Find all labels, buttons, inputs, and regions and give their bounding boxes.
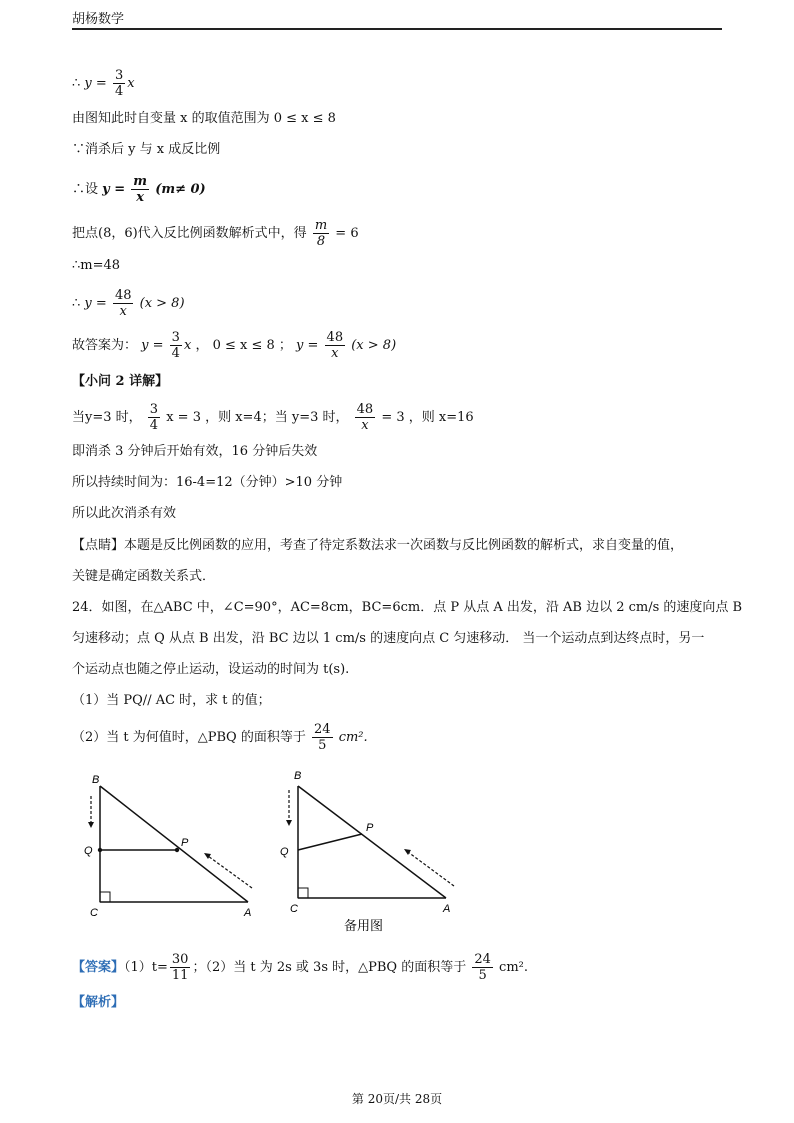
question-24-line-3: 个运动点也随之停止运动，设运动的时间为 t(s). bbox=[72, 662, 350, 677]
triangle-figure-main bbox=[80, 770, 270, 920]
solution-line-4: ∴设 y = $\frac{m}{x}$ (m≠ 0) bbox=[72, 174, 206, 205]
solution-line-10: 当y=3 时， $\frac{3}{4}$ x = 3 ，则 x=4；当 y=3 时， $\frac{48}{x}$ = 3 ，则 x=16 bbox=[72, 402, 474, 433]
solution-line-8: 故答案为： y = $\frac{3}{4}$ x ， 0 ≤ x ≤ 8 ； y = $\frac{48}{x}$ (x > 8) bbox=[72, 330, 397, 361]
label-C: C bbox=[90, 907, 98, 919]
question-24-part-1: （1）当 PQ// AC 时，求 t 的值； bbox=[72, 693, 271, 708]
triangle-figure-spare bbox=[278, 768, 468, 938]
solution-line-12: 所以持续时间为：16-4=12（分钟）>10 分钟 bbox=[72, 475, 343, 490]
label-B: B bbox=[92, 774, 100, 786]
solution-line-13: 所以此次消杀有效 bbox=[72, 506, 177, 521]
solution-line-3: ∵消杀后 y 与 x 成反比例 bbox=[72, 142, 221, 157]
header-title: 胡杨数学 bbox=[72, 12, 125, 27]
analysis-tag: 【解析】 bbox=[72, 995, 125, 1010]
spare-label-A: A bbox=[443, 903, 451, 915]
comment-line-2: 关键是确定函数关系式． bbox=[72, 569, 216, 584]
spare-label-B: B bbox=[294, 770, 302, 782]
solution-line-2: 由图知此时自变量 x 的取值范围为 0 ≤ x ≤ 8 bbox=[72, 111, 336, 126]
spare-label-Q: Q bbox=[280, 846, 289, 858]
section-heading-part2: 【小问 2 详解】 bbox=[72, 374, 169, 389]
page-footer: 第 20页/共 28页 bbox=[351, 1092, 443, 1106]
solution-line-5: 把点(8，6)代入反比例函数解析式中，得 $\frac{m}{8}$ = 6 bbox=[72, 218, 359, 249]
spare-label-P: P bbox=[366, 822, 374, 834]
header-rule bbox=[72, 28, 722, 30]
spare-label-C: C bbox=[290, 903, 298, 915]
question-24-line-1: 24．如图，在△ABC 中，∠C=90°，AC=8cm，BC=6cm．点 P 从点 A 出发，沿 AB 边以 2 cm/s 的速度向点 B bbox=[72, 600, 743, 615]
solution-line-1: ∴ y = $\frac{3}{4}$ x bbox=[72, 68, 135, 99]
solution-line-11: 即消杀 3 分钟后开始有效，16 分钟后失效 bbox=[72, 444, 318, 459]
solution-line-7: ∴ y = $\frac{48}{x}$ (x > 8) bbox=[72, 288, 185, 319]
label-Q: Q bbox=[84, 845, 93, 857]
answer-line: 【答案】（1）t= $\frac{30}{11}$ ；（2）当 t 为 2s 或 3s 时，△PBQ 的面积等于 $\frac{24}{5}$ cm². bbox=[72, 952, 528, 983]
question-24-part-2: （2）当 t 为何值时，△PBQ 的面积等于 $\frac{24}{5}$ cm². bbox=[72, 722, 368, 753]
question-24-line-2: 匀速移动；点 Q 从点 B 出发，沿 BC 边以 1 cm/s 的速度向点 C 匀速移动． 当一个运动点到达终点时，另一 bbox=[72, 631, 705, 646]
comment-line-1: 【点睛】本题是反比例函数的应用，考查了待定系数法求一次函数与反比例函数的解析式，求自变量的值， bbox=[72, 538, 684, 553]
label-P: P bbox=[181, 837, 189, 849]
solution-line-6: ∴m=48 bbox=[72, 258, 121, 273]
label-A: A bbox=[244, 907, 252, 919]
spare-figure-caption: 备用图 bbox=[344, 919, 384, 934]
